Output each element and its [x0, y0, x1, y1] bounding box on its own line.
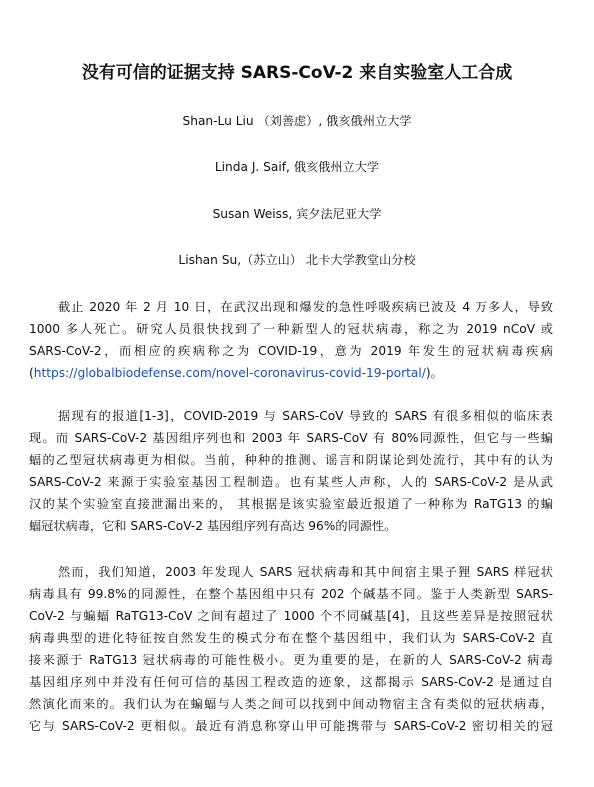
paragraph-line: 蝠冠状病毒，它和 SARS-CoV-2 基因组序列有高达 96%的同源性。: [29, 519, 397, 533]
portal-link[interactable]: https://globalbiodefense.com/novel-coronavirus-covid-19-portal/: [33, 366, 426, 380]
paragraph-line: 它与 SARS-CoV-2 更相似。最近有消息称穿山甲可能携带与 SARS-CoV-2 密切相关的冠: [29, 719, 553, 733]
paragraph-line: 截止 2020 年 2 月 10 日，在武汉出现和爆发的急性呼吸疾病已波及 4 万多人，导致: [58, 300, 553, 314]
paragraph-line: 1000 多人死亡。研究人员很快找到了一种新型人的冠状病毒，称之为 2019 nCoV 或: [29, 322, 553, 336]
paragraph-line: [29, 362, 553, 384]
paragraph-2: [29, 405, 553, 537]
paragraph-line: SARS-CoV-2，而相应的疾病称之为 COVID-19，意为 2019 年发生的冠状病毒疾病: [29, 344, 553, 358]
paren-close: )。: [425, 366, 443, 380]
paragraph-3: [29, 561, 553, 737]
paragraph-line: 然而，我们知道，2003 年发现人 SARS 冠状病毒和其中间宿主果子狸 SARS 样冠状: [58, 565, 553, 579]
paragraph-line: CoV-2 与蝙蝠 RaTG13-CoV 之间有超过了 1000 个不同碱基[4]，且这些差异是按照冠状: [29, 609, 553, 623]
author-line: Shan-Lu Liu （刘善虑）, 俄亥俄州立大学: [182, 114, 412, 128]
paragraph-line: 蝠的乙型冠状病毒更为相似。当前，种种的推测、谣言和阴谋论到处流行，其中有的认为: [29, 453, 553, 467]
paragraph-line: 接来源于 RaTG13 冠状病毒的可能性极小。更为重要的是，在新的人 SARS-CoV-2 病毒: [29, 653, 553, 667]
author-line: Lishan Su,（苏立山） 北卡大学教堂山分校: [178, 253, 416, 267]
paragraph-line: 病毒具有 99.8%的同源性，在整个基因组中只有 202 个碱基不同。鉴于人类新型 SARS-: [29, 587, 553, 601]
paragraph-1: [29, 296, 553, 384]
paragraph-line: 据现有的报道[1-3]，COVID-2019 与 SARS-CoV 导致的 SARS 有很多相似的临床表: [58, 409, 553, 423]
paragraph-line: 病毒典型的进化特征按自然发生的模式分布在整个基因组中，我们认为 SARS-CoV-2 直: [29, 631, 553, 645]
paragraph-line: SARS-CoV-2 来源于实验室基因工程制造。也有某些人声称，人的 SARS-CoV-2 是从武: [29, 475, 553, 489]
paragraph-line: 基因组序列中并没有任何可信的基因工程改造的迹象，这都揭示 SARS-CoV-2 是通过自: [29, 675, 553, 689]
author-line: Linda J. Saif, 俄亥俄州立大学: [214, 160, 380, 174]
paragraph-line: 然演化而来的。我们认为在蝙蝠与人类之间可以找到中间动物宿主含有类似的冠状病毒，: [29, 697, 553, 711]
paper-title: 没有可信的证据支持 SARS-CoV-2 来自实验室人工合成: [81, 63, 513, 83]
author-line: Susan Weiss, 宾夕法尼亚大学: [212, 207, 382, 221]
paragraph-line: 现。而 SARS-CoV-2 基因组序列也和 2003 年 SARS-CoV 有 80%同源性，但它与一些蝙: [29, 431, 553, 445]
paren-open: (: [29, 366, 34, 380]
paragraph-line: 汉的某个实验室直接泄漏出来的， 其根据是该实验室最近报道了一种称为 RaTG13 的蝙: [29, 497, 553, 511]
